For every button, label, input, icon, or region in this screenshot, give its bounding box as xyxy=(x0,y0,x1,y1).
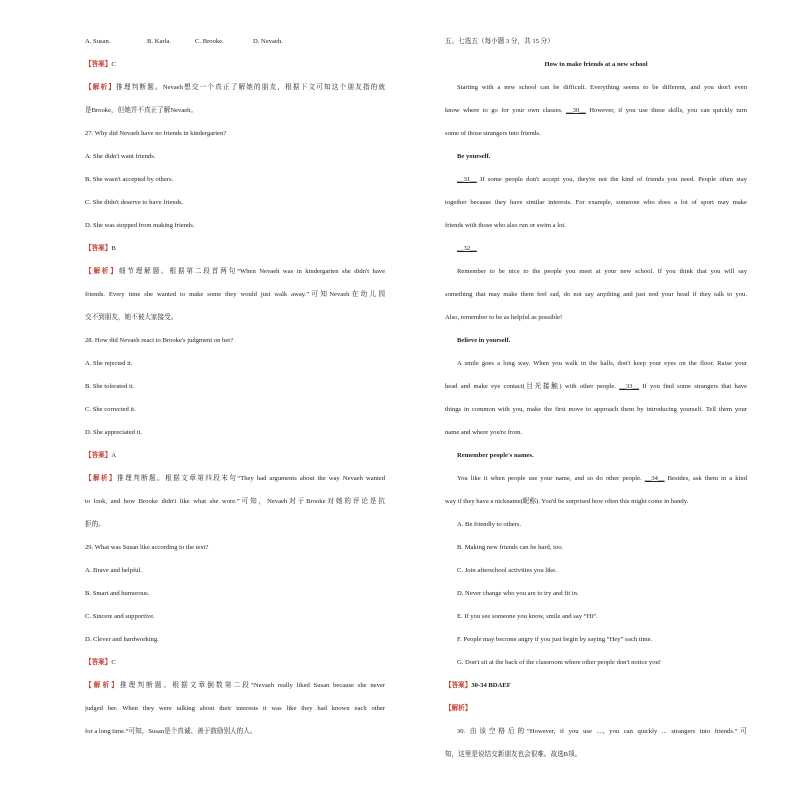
q28-explanation-line xyxy=(85,474,385,483)
q28-explanation-line: 拒的。 xyxy=(85,521,105,528)
passage-line: way if they have a nickname(昵称). You'd be surprised how often this might come in handy. xyxy=(445,498,689,505)
blank-33: __33__ xyxy=(619,383,639,390)
q27-option-b: B. She wasn't accepted by others. xyxy=(85,176,174,183)
passage-line: something that may make them feel sad, do not say anything and just nod your head if they talk to you. xyxy=(445,291,747,298)
passage-text: know where to go for your own classes. xyxy=(445,107,563,114)
q29-answer xyxy=(85,658,116,667)
q26-option-c: C. Brooke. xyxy=(195,38,224,45)
explanation-line: 知，这里是说结交新朋友也会很难。故选B项。 xyxy=(445,751,582,758)
q29-stem: 29. What was Susan like according to the text? xyxy=(85,544,209,551)
passage-line: Remember to be nice to the people you meet at your new school. If you think that you will say xyxy=(457,268,747,275)
explanation-text: 推理判断题。根据文章第四段末句“They had arguments about the way Nevaeh wanted xyxy=(117,475,385,482)
q26-option-b: B. Karla. xyxy=(147,38,171,45)
answer-tag: 【答案】 xyxy=(445,682,472,689)
blank-32 xyxy=(457,244,477,253)
passage-line xyxy=(457,175,747,184)
q26-option-a: A. Susan. xyxy=(85,38,111,45)
passage-line: some of those strangers into friends. xyxy=(445,130,541,137)
passage-line xyxy=(457,474,747,483)
answer-value: C xyxy=(111,659,116,666)
subheading-believe-in-yourself: Believe in yourself. xyxy=(457,337,511,344)
q29-option-d: D. Clever and hardworking. xyxy=(85,636,159,643)
explanation-text: 细节理解题。根据第二段首两句“When Nevaeh was in kindergarten she didn't have xyxy=(118,268,385,275)
passage-line: name and where you're from. xyxy=(445,429,523,436)
passage-line: together because they have similar interests. For example, someone who does a lot of sport may make xyxy=(445,199,747,206)
q27-explanation-line: friends. Every time she wanted to make some they would just walk away.”可知Nevaeh在幼儿园 xyxy=(85,291,385,298)
q28-explanation-line: to look, and how Brooke didn't like what she wore.”可知，Nevaeh对于Brooke对她的评论是抗 xyxy=(85,498,385,505)
q28-option-a: A. She rejected it. xyxy=(85,360,133,367)
blank-30: __30__ xyxy=(566,107,586,114)
q28-option-c: C. She corrected it. xyxy=(85,406,136,413)
passage-text: You like it when people use your name, and so do other people. xyxy=(457,475,642,482)
choice-b: B. Making new friends can be hard, too. xyxy=(457,544,564,551)
answer-tag: 【答案】 xyxy=(85,245,112,252)
passage-line: friends with those who also run or swim a lot. xyxy=(445,222,566,229)
q28-stem: 28. How did Nevaeh react to Brooke's judgment on her? xyxy=(85,337,234,344)
explanation-tag: 【解析】 xyxy=(445,705,472,712)
q27-option-a: A. She didn't want friends. xyxy=(85,153,156,160)
passage-text: However, if you use these skills, you can quickly turn xyxy=(589,107,747,114)
passage-text: head and make eye contact(目光接触) with other people. xyxy=(445,383,616,390)
q29-explanation-line xyxy=(85,681,385,690)
answer-value: B xyxy=(111,245,116,252)
choice-a: A. Be friendly to others. xyxy=(457,521,522,528)
explanation-line: 30. 由该空格后的“However, if you use ...., you can quickly ... strangers into friends.”可 xyxy=(457,728,747,735)
choice-f: F. People may become angry if you just begin by saying “Hey” each time. xyxy=(457,636,653,643)
passage-line: Also, remember to be as helpful as possible! xyxy=(445,314,563,321)
passage-line: A smile goes a long way. When you walk in the halls, don't keep your eyes on the floor. Raise your xyxy=(457,360,747,367)
q26-options xyxy=(85,37,283,46)
q29-explanation-line: judged her. When they were talking about their interests it was like they had known each other xyxy=(85,705,385,712)
subheading-be-yourself: Be yourself. xyxy=(457,153,491,160)
passage-text: If you find some strangers that have xyxy=(642,383,747,390)
q29-option-b: B. Smart and humorous. xyxy=(85,590,150,597)
q27-option-c: C. She didn't deserve to have friends. xyxy=(85,199,184,206)
q27-explanation-line: 交不到朋友，她不被大家接受。 xyxy=(85,314,178,321)
explanation-tag: 【解析】 xyxy=(85,268,119,275)
q26-answer xyxy=(85,60,116,69)
q27-answer xyxy=(85,244,116,253)
choice-g: G. Don't sit at the back of the classroom where other people don't notice you! xyxy=(457,659,661,666)
passage-text: Besides, ask them in a kind xyxy=(667,475,747,482)
choice-e: E. If you see someone you know, smile and say “Hi”. xyxy=(457,613,598,620)
q28-answer xyxy=(85,451,116,460)
passage-line: Starting with a new school can be difficult. Everything seems to be different, and you don't even xyxy=(457,84,747,91)
q28-option-d: D. She appreciated it. xyxy=(85,429,142,436)
explanation-text: 推理判断题。根据文章倒数第二段“Nevaeh really liked Susan because she never xyxy=(119,682,385,689)
explanation-tag: 【解析】 xyxy=(85,475,118,482)
answer-value: C xyxy=(111,61,116,68)
q26-explanation-line xyxy=(85,83,385,92)
q26-explanation-line: 是Brooke，但她并不真正了解Nevaeh。 xyxy=(85,107,198,114)
q29-option-a: A. Brave and helpful. xyxy=(85,567,142,574)
explanation-text: 推理判断题。Nevaeh想交一个真正了解她的朋友，根据下文可知这个朋友指的就 xyxy=(116,84,385,91)
answer-tag: 【答案】 xyxy=(85,452,112,459)
passage-text: If some people don't accept you, they're not the kind of friends you need. People often stay xyxy=(480,176,747,183)
q28-option-b: B. She tolerated it. xyxy=(85,383,135,390)
answer-tag: 【答案】 xyxy=(85,61,112,68)
explanation-tag: 【解析】 xyxy=(85,682,120,689)
q26-option-d: D. Nevaeh. xyxy=(253,38,283,45)
answer-value: 30-34 BDAEF xyxy=(471,682,511,689)
passage-title: How to make friends at a new school xyxy=(544,61,648,68)
section-heading: 五、七选五（每小题 3 分，共 15 分） xyxy=(445,38,554,45)
section-explanation-tag xyxy=(445,704,471,713)
passage-line xyxy=(445,106,747,115)
choice-d: D. Never change who you are to try and fit in. xyxy=(457,590,579,597)
blank-32-text: __32__ xyxy=(457,245,477,252)
subheading-remember-names: Remember people's names. xyxy=(457,452,534,459)
blank-34: __34__ xyxy=(644,475,665,482)
explanation-tag: 【解析】 xyxy=(85,84,117,91)
passage-line xyxy=(445,382,747,391)
blank-31: __31__ xyxy=(457,176,477,183)
answer-value: A xyxy=(111,452,117,459)
answer-tag: 【答案】 xyxy=(85,659,112,666)
q27-option-d: D. She was stopped from making friends. xyxy=(85,222,195,229)
section-answer xyxy=(445,681,511,690)
choice-c: C. Join afterschool activities you like. xyxy=(457,567,557,574)
q29-explanation-line: for a long time.”可知，Susan是个真诚、善于鼓励别人的人。 xyxy=(85,728,257,735)
q27-explanation-line xyxy=(85,267,385,276)
q27-stem: 27. Why did Nevaeh have no friends in kindergarten? xyxy=(85,130,227,137)
passage-line: things in common with you, make the first move to approach them by introducing yourself. Tell them your xyxy=(445,406,747,413)
q29-option-c: C. Sincere and supportive. xyxy=(85,613,155,620)
